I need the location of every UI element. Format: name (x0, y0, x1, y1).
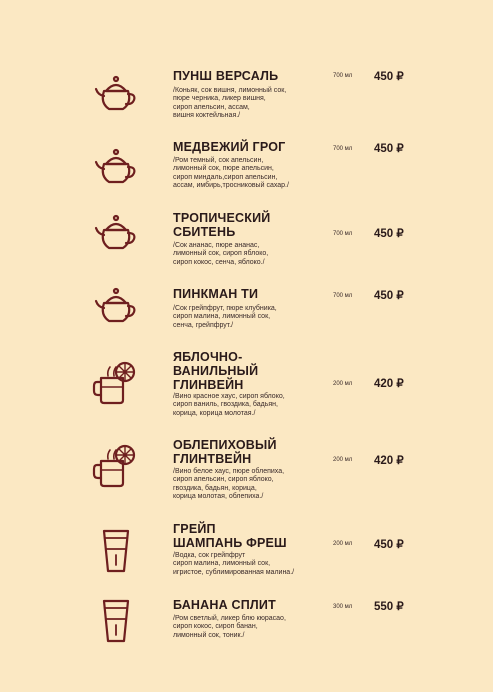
teapot-icon (92, 281, 140, 329)
item-description: /Коньяк, сок вишня, лимонный сок, пюре черника, ликер вишня, сироп апельсин, ассам, вишня коктейльная./ (173, 87, 287, 119)
mulled-wine-mug-icon (92, 443, 140, 491)
item-price: 420 ₽ (374, 378, 404, 390)
item-name: БАНАНА СПЛИТ (173, 598, 276, 612)
item-name: ОБЛЕПИХОВЫЙ ГЛИНТВЕЙН (173, 438, 277, 466)
item-description: /Сок ананас, пюре ананас, лимонный сок, сироп яблоко, сироп кокос, сенча, яблоко./ (173, 242, 269, 266)
item-price: 550 ₽ (374, 601, 404, 613)
item-volume: 200 мл (333, 381, 353, 387)
item-description: /Ром темный, сок апельсин, лимонный сок, пюре апельсин, сироп миндаль,сироп апельсин, ассам, имбирь,тросниковый сахар./ (173, 157, 289, 189)
item-volume: 200 мл (333, 457, 353, 463)
item-name: ТРОПИЧЕСКИЙ СБИТЕНЬ (173, 211, 271, 239)
item-volume: 700 мл (333, 231, 353, 237)
item-name: ПИНКМАН ТИ (173, 287, 259, 301)
item-description: /Водка, сок грейпфрут сироп малина, лимонный сок, игристое, сублимированная малина./ (173, 552, 295, 576)
glass-icon (92, 527, 140, 575)
item-volume: 700 мл (333, 73, 353, 79)
teapot-icon (92, 142, 140, 190)
item-description: /Вино белое хаус, пюре облепиха, сироп апельсин, сироп яблоко, гвоздика, бадьян, корица, корица молотая, облепиха./ (173, 468, 285, 500)
item-price: 450 ₽ (374, 290, 404, 302)
glass-icon (92, 597, 140, 645)
item-price: 450 ₽ (374, 228, 404, 240)
item-price: 450 ₽ (374, 143, 404, 155)
item-description: /Вино красное хаус, сироп яблоко, сироп ваниль, гвоздика, бадьян, корица, корица молотая./ (173, 393, 285, 417)
item-volume: 300 мл (333, 604, 353, 610)
item-description: /Сок грейпфрут, пюре клубника, сироп малина, лимонный сок, сенча, грейпфрут./ (173, 305, 277, 329)
item-name: ЯБЛОЧНО- ВАНИЛЬНЫЙ ГЛИНВЕЙН (173, 350, 259, 392)
item-volume: 200 мл (333, 541, 353, 547)
item-price: 420 ₽ (374, 455, 404, 467)
item-name: ПУНШ ВЕРСАЛЬ (173, 69, 279, 83)
item-description: /Ром светлый, ликер блю кюрасао, сироп кокос, сироп банан, лимонный сок, тоник./ (173, 615, 286, 639)
item-price: 450 ₽ (374, 539, 404, 551)
mulled-wine-mug-icon (92, 360, 140, 408)
item-volume: 700 мл (333, 146, 353, 152)
teapot-icon (92, 69, 140, 117)
teapot-icon (92, 208, 140, 256)
item-volume: 700 мл (333, 293, 353, 299)
item-name: ГРЕЙП ШАМПАНЬ ФРЕШ (173, 522, 287, 550)
item-name: МЕДВЕЖИЙ ГРОГ (173, 140, 286, 154)
item-price: 450 ₽ (374, 71, 404, 83)
